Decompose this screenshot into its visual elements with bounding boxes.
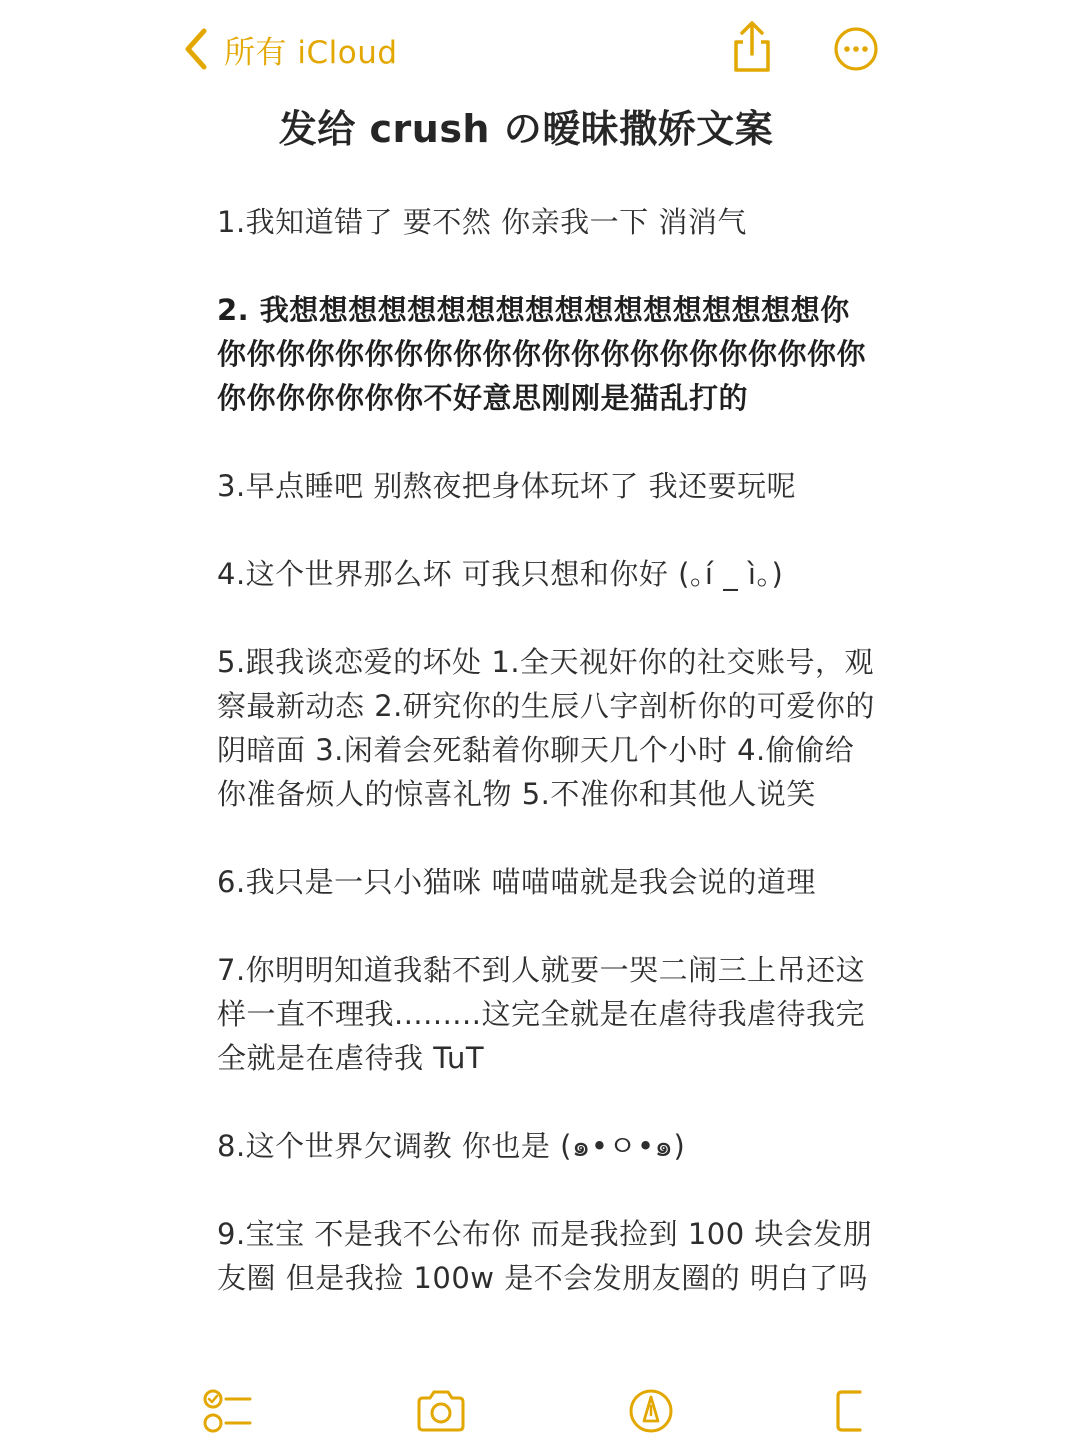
- note-item-1: 1.我知道错了 要不然 你亲我一下 消消气: [217, 205, 747, 239]
- note-item-6: 6.我只是一只小猫咪 喵喵喵就是我会说的道理: [217, 865, 816, 899]
- camera-button[interactable]: [415, 1388, 467, 1436]
- share-icon: [728, 20, 776, 74]
- note-item-7: 7.你明明知道我黏不到人就要一哭二闹三上吊还这样一直不理我.........这完全就是在虐待我虐待我完全就是在虐待我 TuT: [217, 953, 866, 1075]
- more-button[interactable]: [833, 26, 879, 72]
- more-icon: [833, 26, 879, 72]
- new-note-button[interactable]: [834, 1388, 864, 1438]
- note-item-9: 9.宝宝 不是我不公布你 而是我捡到 100 块会发朋友圈 但是我捡 100w 是不会发朋友圈的 明白了吗: [217, 1217, 873, 1295]
- chevron-left-icon: [180, 27, 212, 71]
- new-note-icon: [834, 1388, 864, 1434]
- note-item-2: 2. 我想想想想想想想想想想想想想想想想想想你你你你你你你你你你你你你你你你你你你你你你你你你你你你你你不好意思刚刚是猫乱打的: [217, 293, 867, 415]
- back-button[interactable]: [180, 24, 398, 74]
- navigation-bar: [0, 0, 1080, 100]
- note-item-5: 5.跟我谈恋爱的坏处 1.全天视奸你的社交账号，观察最新动态 2.研究你的生辰八字剖析你的可爱你的阴暗面 3.闲着会死黏着你聊天几个小时 4.偷偷给你准备烦人的惊喜礼物 5.不准你和其他人说笑: [217, 645, 875, 811]
- note-title[interactable]: 发给 crush の暧昧撒娇文案: [278, 107, 774, 151]
- checklist-button[interactable]: [202, 1388, 252, 1438]
- bottom-toolbar: [0, 1380, 1080, 1440]
- note-item-4: 4.这个世界那么坏 可我只想和你好 (｡í _ ì｡): [217, 557, 784, 591]
- markup-button[interactable]: [628, 1388, 674, 1438]
- share-button[interactable]: [728, 20, 776, 74]
- bottom-fade: [0, 1330, 1080, 1380]
- note-item-3: 3.早点睡吧 别熬夜把身体玩坏了 我还要玩呢: [217, 469, 797, 503]
- checklist-icon: [202, 1388, 252, 1434]
- note-item-8: 8.这个世界欠调教 你也是 (๑•ㅇ•๑): [217, 1129, 686, 1163]
- note-body[interactable]: [217, 200, 877, 1368]
- markup-pen-icon: [628, 1388, 674, 1434]
- camera-icon: [415, 1388, 467, 1432]
- back-label: 所有 iCloud: [224, 34, 398, 71]
